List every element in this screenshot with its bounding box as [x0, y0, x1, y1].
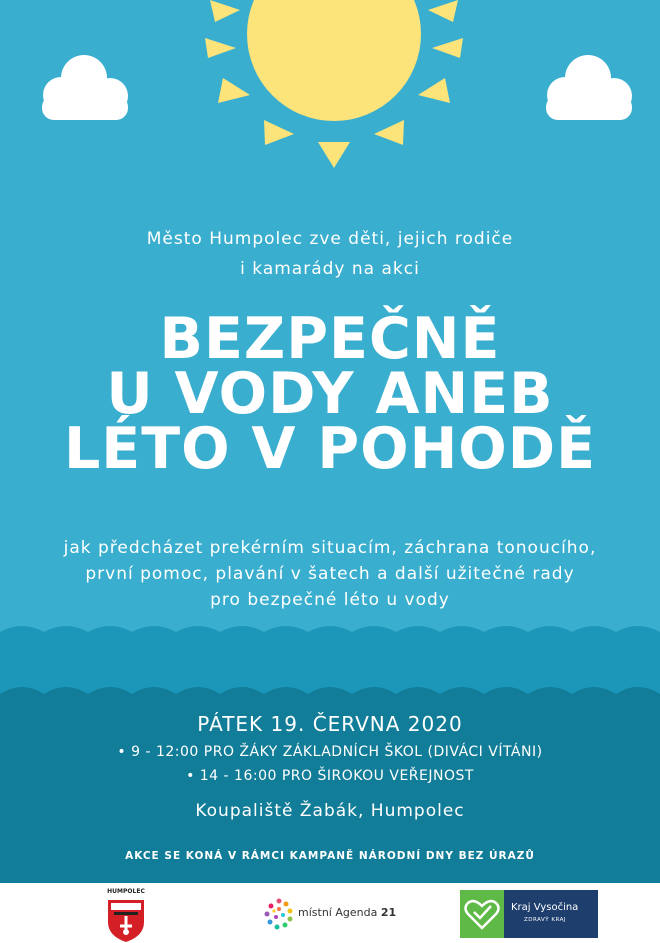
topics-line-2: první pomoc, plavání v šatech a další užitečné rady [85, 564, 575, 584]
topics-line-1: jak předcházet prekérním situacím, záchrana tonoucího, [63, 538, 597, 558]
title-line-3: LÉTO V POHODĚ [63, 416, 597, 482]
humpolec-coat-of-arms-icon [100, 888, 152, 943]
humpolec-logo [100, 888, 152, 943]
event-title [0, 306, 660, 482]
sky-illustration [0, 0, 660, 200]
footer-logos [0, 883, 660, 943]
topics-line-3: pro bezpečné léto u vody [210, 590, 450, 610]
cloud-right-icon [546, 55, 632, 120]
campaign-note: AKCE SE KONÁ V RÁMCI KAMPANĚ NÁRODNÍ DNY BEZ ÚRAZŮ [125, 850, 535, 862]
invitation-line-1: Město Humpolec zve děti, jejich rodiče [146, 229, 514, 249]
title-line-1: BEZPEČNĚ [159, 306, 501, 372]
invitation-line-2: i kamarády na akci [240, 259, 420, 279]
kraj-name: Kraj Vysočina [511, 902, 579, 913]
invitation-text [0, 224, 660, 284]
cloud-left-icon [42, 55, 128, 120]
sun-icon [205, 0, 463, 168]
title-line-2: U VODY ANEB [106, 361, 554, 427]
agenda21-label [298, 906, 396, 919]
event-venue: Koupaliště Žabák, Humpolec [195, 801, 465, 821]
agenda21-number: 21 [380, 906, 397, 919]
agenda21-logo [262, 897, 402, 931]
schedule-item-public: • 14 - 16:00 PRO ŠIROKOU VEŘEJNOST [186, 768, 474, 784]
heart-icon [460, 890, 504, 938]
topics-text [0, 535, 660, 613]
event-date: PÁTEK 19. ČERVNA 2020 [197, 712, 463, 736]
schedule-item-schools: • 9 - 12:00 PRO ŽÁKY ZÁKLADNÍCH ŠKOL (DIVÁCI VÍTÁNI) [117, 744, 543, 760]
kraj-vysocina-logo [460, 890, 598, 938]
agenda21-prefix: místní Agenda [298, 906, 381, 919]
agenda21-dots-icon [262, 897, 296, 931]
kraj-subtitle: ZDRAVÝ KRAJ [524, 917, 566, 923]
humpolec-label: HUMPOLEC [107, 888, 145, 895]
